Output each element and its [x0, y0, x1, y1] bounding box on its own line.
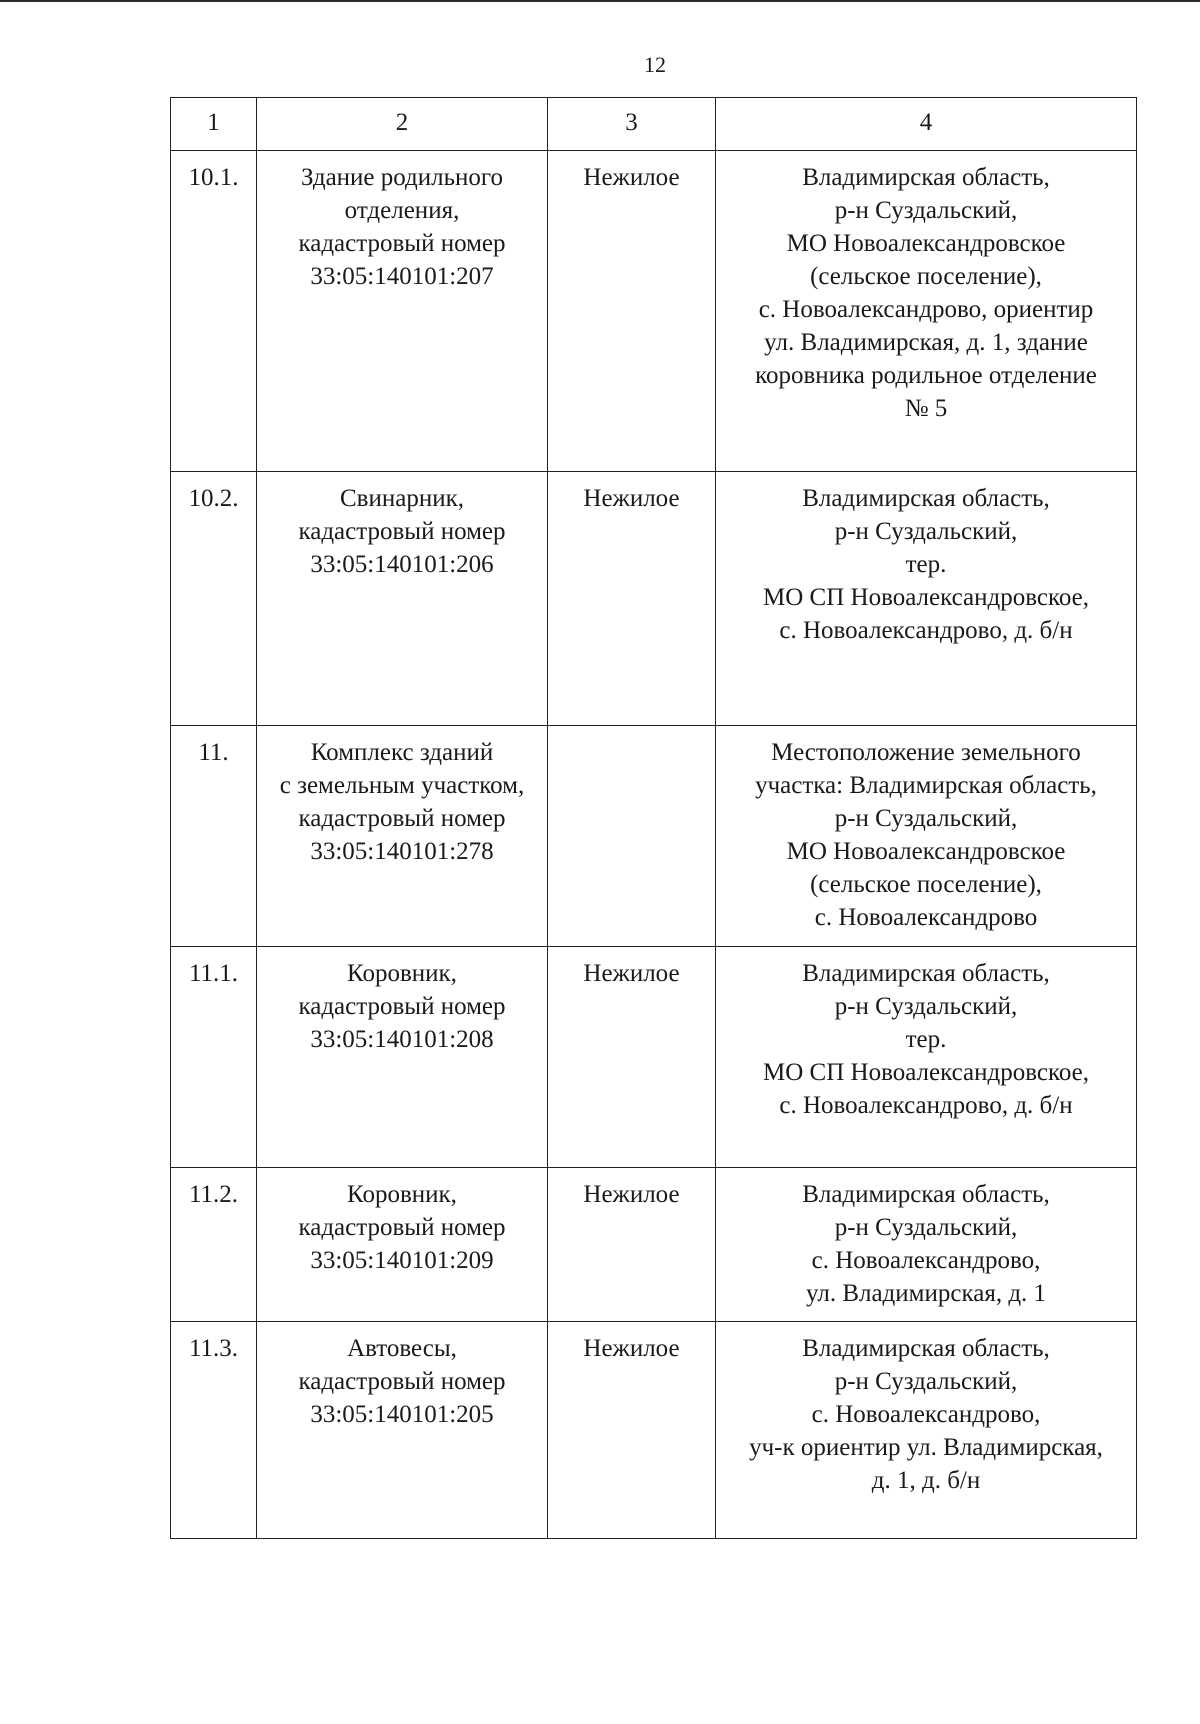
object-name-line: Комплекс зданий: [310, 739, 494, 766]
address-line: МО Новоалександровское: [786, 838, 1066, 865]
object-name-cell: [257, 151, 548, 472]
address-line: ул. Владимирская, д. 1, здание: [764, 329, 1088, 356]
address-line: (сельское поселение),: [810, 871, 1042, 898]
address-line: коровника родильное отделение: [755, 362, 1097, 389]
object-name-line: кадастровый номер: [298, 1214, 506, 1241]
column-header-4: 4: [716, 98, 1137, 151]
address-cell: [716, 726, 1137, 947]
object-name-line: Свинарник,: [340, 485, 464, 512]
object-name-cell: [257, 1322, 548, 1539]
address-line: р-н Суздальский,: [834, 993, 1018, 1020]
table-row: [171, 472, 1137, 726]
address-line: р-н Суздальский,: [834, 197, 1018, 224]
table-row: [171, 726, 1137, 947]
object-name-line: кадастровый номер: [298, 230, 506, 257]
object-name-line: Автовесы,: [347, 1335, 457, 1362]
row-number: 11.2.: [171, 1168, 257, 1322]
object-name-line: 33:05:140101:205: [310, 1401, 494, 1428]
address-line: МО СП Новоалександровское,: [763, 584, 1089, 611]
object-name-line: Коровник,: [347, 1181, 457, 1208]
row-number: 11.3.: [171, 1322, 257, 1539]
row-number: 11.1.: [171, 947, 257, 1168]
object-type: Нежилое: [548, 151, 716, 472]
address-cell: [716, 1322, 1137, 1539]
row-number: 10.1.: [171, 151, 257, 472]
object-name-line: с земельным участком,: [279, 772, 525, 799]
object-name-line: 33:05:140101:278: [310, 838, 494, 865]
address-line: ул. Владимирская, д. 1: [805, 1280, 1047, 1307]
address-cell: [716, 472, 1137, 726]
address-line: Владимирская область,: [802, 960, 1050, 987]
object-name-line: 33:05:140101:208: [310, 1026, 494, 1053]
object-name-line: отделения,: [344, 197, 460, 224]
object-type: Нежилое: [548, 947, 716, 1168]
object-name-cell: [257, 472, 548, 726]
object-name-cell: [257, 947, 548, 1168]
address-cell: [716, 151, 1137, 472]
address-line: с. Новоалександрово,: [811, 1401, 1041, 1428]
address-line: р-н Суздальский,: [834, 1214, 1018, 1241]
table-row: [171, 151, 1137, 472]
address-line: (сельское поселение),: [810, 263, 1042, 290]
column-header-1: 1: [171, 98, 257, 151]
address-line: Владимирская область,: [802, 485, 1050, 512]
object-name-line: 33:05:140101:209: [310, 1247, 494, 1274]
address-cell: [716, 1168, 1137, 1322]
object-name-line: кадастровый номер: [298, 518, 506, 545]
address-line: № 5: [904, 395, 948, 422]
address-cell: [716, 947, 1137, 1168]
address-line: с. Новоалександрово,: [811, 1247, 1041, 1274]
object-name-line: 33:05:140101:206: [310, 551, 494, 578]
column-header-2: 2: [257, 98, 548, 151]
object-type: Нежилое: [548, 1168, 716, 1322]
address-line: МО Новоалександровское: [786, 230, 1066, 257]
address-line: Местоположение земельного: [771, 739, 1081, 766]
object-name-line: Здание родильного: [300, 164, 504, 191]
page-top-rule: [0, 0, 1200, 2]
address-line: с. Новоалександрово, д. б/н: [779, 1092, 1073, 1119]
object-name-line: 33:05:140101:207: [310, 263, 494, 290]
address-line: р-н Суздальский,: [834, 805, 1018, 832]
object-type: Нежилое: [548, 1322, 716, 1539]
object-name-line: кадастровый номер: [298, 993, 506, 1020]
address-line: Владимирская область,: [802, 1335, 1050, 1362]
address-line: участка: Владимирская область,: [755, 772, 1097, 799]
table-header-row: [171, 98, 1137, 151]
object-name-cell: [257, 726, 548, 947]
object-name-line: кадастровый номер: [298, 1368, 506, 1395]
object-type: Нежилое: [548, 472, 716, 726]
table-row: [171, 1168, 1137, 1322]
column-header-3: 3: [548, 98, 716, 151]
row-number: 11.: [171, 726, 257, 947]
object-name-line: кадастровый номер: [298, 805, 506, 832]
object-name-cell: [257, 1168, 548, 1322]
address-line: р-н Суздальский,: [834, 518, 1018, 545]
property-table: [170, 97, 1137, 1539]
address-line: тер.: [905, 551, 947, 578]
object-name-line: Коровник,: [347, 960, 457, 987]
row-number: 10.2.: [171, 472, 257, 726]
address-line: МО СП Новоалександровское,: [763, 1059, 1089, 1086]
address-line: тер.: [905, 1026, 947, 1053]
address-line: с. Новоалександрово, ориентир: [758, 296, 1094, 323]
address-line: д. 1, д. б/н: [871, 1467, 981, 1494]
address-line: Владимирская область,: [802, 164, 1050, 191]
address-line: с. Новоалександрово: [814, 904, 1038, 931]
page-number: 12: [644, 52, 666, 77]
address-line: р-н Суздальский,: [834, 1368, 1018, 1395]
address-line: с. Новоалександрово, д. б/н: [779, 617, 1073, 644]
object-type: [548, 726, 716, 947]
table-row: [171, 1322, 1137, 1539]
address-line: Владимирская область,: [802, 1181, 1050, 1208]
table-row: [171, 947, 1137, 1168]
address-line: уч-к ориентир ул. Владимирская,: [749, 1434, 1103, 1461]
